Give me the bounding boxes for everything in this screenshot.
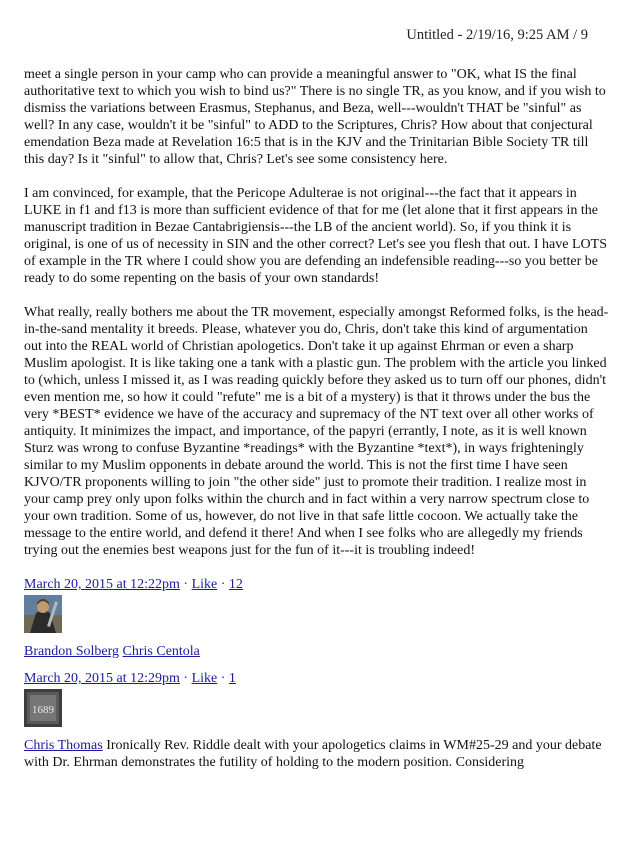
avatar[interactable] (24, 595, 62, 633)
separator: · (179, 671, 192, 686)
like-link[interactable]: Like (191, 671, 218, 686)
comment-timestamp-link[interactable]: March 20, 2015 at 12:22pm (24, 577, 180, 592)
like-link[interactable]: Like (191, 577, 218, 592)
avatar-label: 1689 (32, 704, 54, 716)
separator: · (217, 671, 229, 686)
comment-meta-1 (24, 576, 609, 593)
separator: · (179, 577, 192, 592)
like-count-link[interactable]: 1 (228, 671, 236, 686)
avatar[interactable] (24, 689, 62, 727)
comment-timestamp-link[interactable]: March 20, 2015 at 12:29pm (24, 671, 180, 686)
user-link-chris-centola[interactable]: Chris Centola (122, 644, 200, 659)
page-header: Untitled - 2/19/16, 9:25 AM / 9 (406, 27, 588, 43)
comment-text: Ironically Rev. Riddle dealt with your apologetics claims in WM#25-29 and your debate with Dr. Ehrman demonstrates the futility of holding to the modern position. Considering (24, 738, 602, 770)
comment-author-link[interactable]: Chris Thomas (24, 738, 103, 753)
comment-2 (24, 737, 609, 771)
separator: · (217, 577, 229, 592)
comment-meta-2 (24, 670, 609, 687)
avatar-1689-icon (24, 689, 62, 727)
reaction-names (24, 643, 609, 660)
like-count-link[interactable]: 12 (228, 577, 243, 592)
comment-paragraph-3: What really, really bothers me about the TR movement, especially amongst Reformed folks, is the head-in-the-sand mentality it breeds. Please, whatever you do, Chris, don't take this kind of argumentation out into the REAL world of Christian apologetics. Don't take it up against Ehrman or even a sharp Muslim apologist. It is like taking one a tank with a plastic gun. The problem with the article you linked to (which, unless I missed it, as I was reading quickly before they asked us to turn off our phones, didn't even mention me, so how it could "refute" me is a bit of a mystery) is that it throws under the bus the very *BEST* evidence we have of the accuracy and supremacy of the NT text over all other works of antiquity. It minimizes the impact, and importance, of the papyri (errantly, I note, as it is well known Sturz was wrong to confuse Byzantine *readings* with the Byzantine *text*), in ways frighteningly similar to my Muslim opponents in debate around the world. This is not the first time I have seen KJVO/TR proponents willing to join "the other side" just to promote their tradition. I realize most in your camp prey only upon folks within the church and in fact within a very narrow spectrum close to your own tradition. Some of us, however, do not live in that safe little cocoon. We actually take the message to the entire world, and defend it there! And when I see folks who are allegedly my friends trying out the enemies best weapons just for the fun of it---it is troubling indeed! (24, 305, 609, 558)
comment-paragraph-2: I am convinced, for example, that the Pericope Adulterae is not original---the fact that it appears in LUKE in f1 and f13 is more than sufficient evidence of that for me (let alone that it first appears in the manuscript tradition in Bezae Cantabrigiensis---the LB of the ancient world). So, if you think it is original, is one of us of necessity in SIN and the other correct? Let's see you flesh that out. I have LOTS of example in the TR where I could show you are defending an indefensible reading---so you better be ready to do some repenting on the basis of your own standards! (24, 186, 607, 286)
user-link-brandon-solberg[interactable]: Brandon Solberg (24, 644, 120, 659)
comment-thread (24, 66, 609, 771)
avatar-photo-icon (24, 595, 62, 633)
comment-paragraph-1: meet a single person in your camp who can provide a meaningful answer to "OK, what IS the final authoritative text to which you wish to bind us?" There is no single TR, as you know, and if you wish to dismiss the variations between Erasmus, Stephanus, and Beza, well---wouldn't THAT be "sinful" as well? In any case, wouldn't it be "sinful" to ADD to the Scriptures, Chris? How about that conjectural emendation Beza made at Revelation 16:5 that is in the KJV and the Trinitarian Bible Society TR till this day? Is it "sinful" to allow that, Chris? Let's see some consistency here. (24, 67, 606, 167)
